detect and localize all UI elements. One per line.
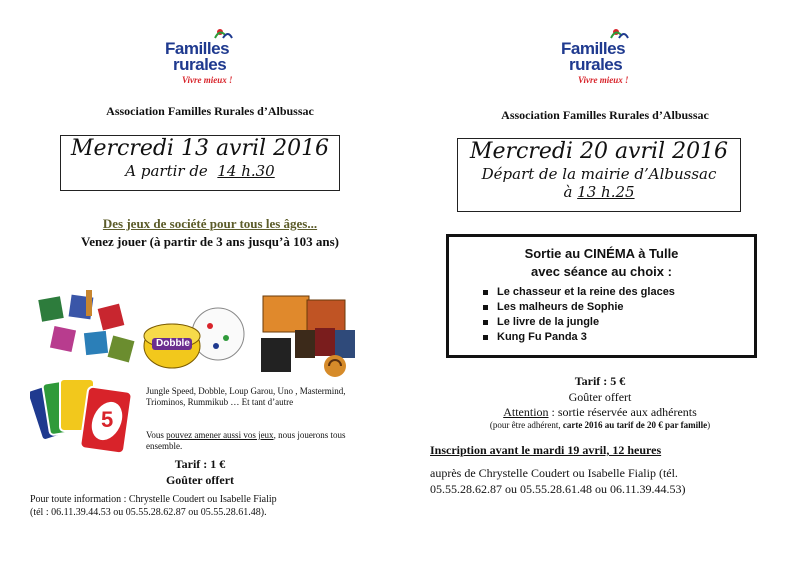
- price-left: Tarif : 1 €: [174, 457, 226, 471]
- date-box-left: [60, 135, 340, 191]
- jungle-speed-cards-image: [30, 290, 140, 370]
- film-item: Le livre de la jungle: [477, 315, 754, 330]
- logo-tagline: Vivre mieux !: [578, 75, 629, 85]
- bring-games-link: pouvez amener aussi vos jeux: [166, 430, 274, 440]
- games-title: Des jeux de société pour tous les âges...: [102, 216, 318, 231]
- event-date-left: Mercredi 13 avril 2016: [70, 136, 330, 161]
- games-list: Jungle Speed, Dobble, Loup Garou, Uno , Mastermind, Triominos, Rummikub … Et tant d’autre: [146, 386, 346, 407]
- departure-time-line: [458, 183, 740, 201]
- games-subtitle: Venez jouer (à partir de 3 ans jusqu’à 103 ans): [81, 234, 339, 249]
- uno-cards-image: [30, 375, 135, 455]
- departure-place: Départ de la mairie d’Albussac: [481, 165, 717, 183]
- start-time-line: [61, 162, 339, 180]
- association-name-right: Association Familles Rurales d’Albussac: [501, 108, 709, 122]
- start-time: 14 h.30: [217, 162, 275, 180]
- bring-games-note: [146, 430, 368, 452]
- membership-bold: carte 2016 au tarif de 20 € par famille: [562, 420, 708, 430]
- loup-garou-game-image: [255, 290, 365, 380]
- membership-pre: (pour être adhérent,: [489, 420, 563, 430]
- film-item: Le chasseur et la reine des glaces: [477, 285, 754, 300]
- departure-time-prefix: à: [563, 183, 573, 201]
- start-time-prefix: A partir de: [125, 162, 208, 180]
- film-item: Les malheurs de Sophie: [477, 300, 754, 315]
- film-item: Kung Fu Panda 3: [477, 330, 754, 345]
- association-name-left: Association Familles Rurales d’Albussac: [106, 104, 314, 118]
- price-right: Tarif : 5 €: [574, 374, 626, 388]
- membership-note: [420, 420, 780, 430]
- cinema-subtitle: avec séance au choix :: [531, 264, 672, 279]
- logo-line2: rurales: [569, 55, 623, 74]
- cinema-box: [446, 234, 757, 358]
- contact-line-1: auprès de Chrystelle Coudert ou Isabelle Fialip (tél.: [430, 466, 678, 480]
- film-list: [477, 285, 754, 345]
- dobble-game-image: [140, 298, 250, 378]
- logo-tagline: Vivre mieux !: [182, 75, 233, 85]
- uno-card-number: 5: [101, 407, 114, 432]
- contact-line-2: 05.55.28.62.87 ou 05.55.28.61.48 ou 06.11.39.44.53): [430, 482, 686, 496]
- cinema-title: Sortie au CINÉMA à Tulle: [524, 246, 679, 261]
- snack-left: Goûter offert: [165, 473, 235, 487]
- dobble-label: Dobble: [156, 338, 190, 349]
- departure-time: 13 h.25: [577, 183, 635, 201]
- info-line-1: Pour toute information : Chrystelle Coudert ou Isabelle Fialip: [30, 494, 277, 505]
- logo-line1: Familles: [165, 39, 230, 58]
- logo-line2: rurales: [173, 55, 227, 74]
- logo-line1: Familles: [561, 39, 626, 58]
- logo-familles-rurales-left: [160, 26, 250, 88]
- bring-games-pre: Vous: [146, 430, 164, 440]
- attention-text: : sortie réservée aux adhérents: [548, 405, 697, 419]
- snack-right: Goûter offert: [568, 390, 632, 404]
- membership-post: ): [707, 420, 711, 430]
- registration-deadline: Inscription avant le mardi 19 avril, 12 heures: [430, 443, 662, 457]
- attention-line: [455, 405, 745, 420]
- bring-games-post: , nous jouerons tous ensemble.: [146, 430, 346, 451]
- logo-familles-rurales-right: [556, 26, 646, 88]
- info-line-2: (tél : 06.11.39.44.53 ou 05.55.28.62.87 ou 05.55.28.61.48).: [30, 507, 267, 518]
- attention-label: Attention: [503, 405, 549, 419]
- date-box-right: [457, 138, 741, 212]
- event-date-right: Mercredi 20 avril 2016: [469, 139, 729, 164]
